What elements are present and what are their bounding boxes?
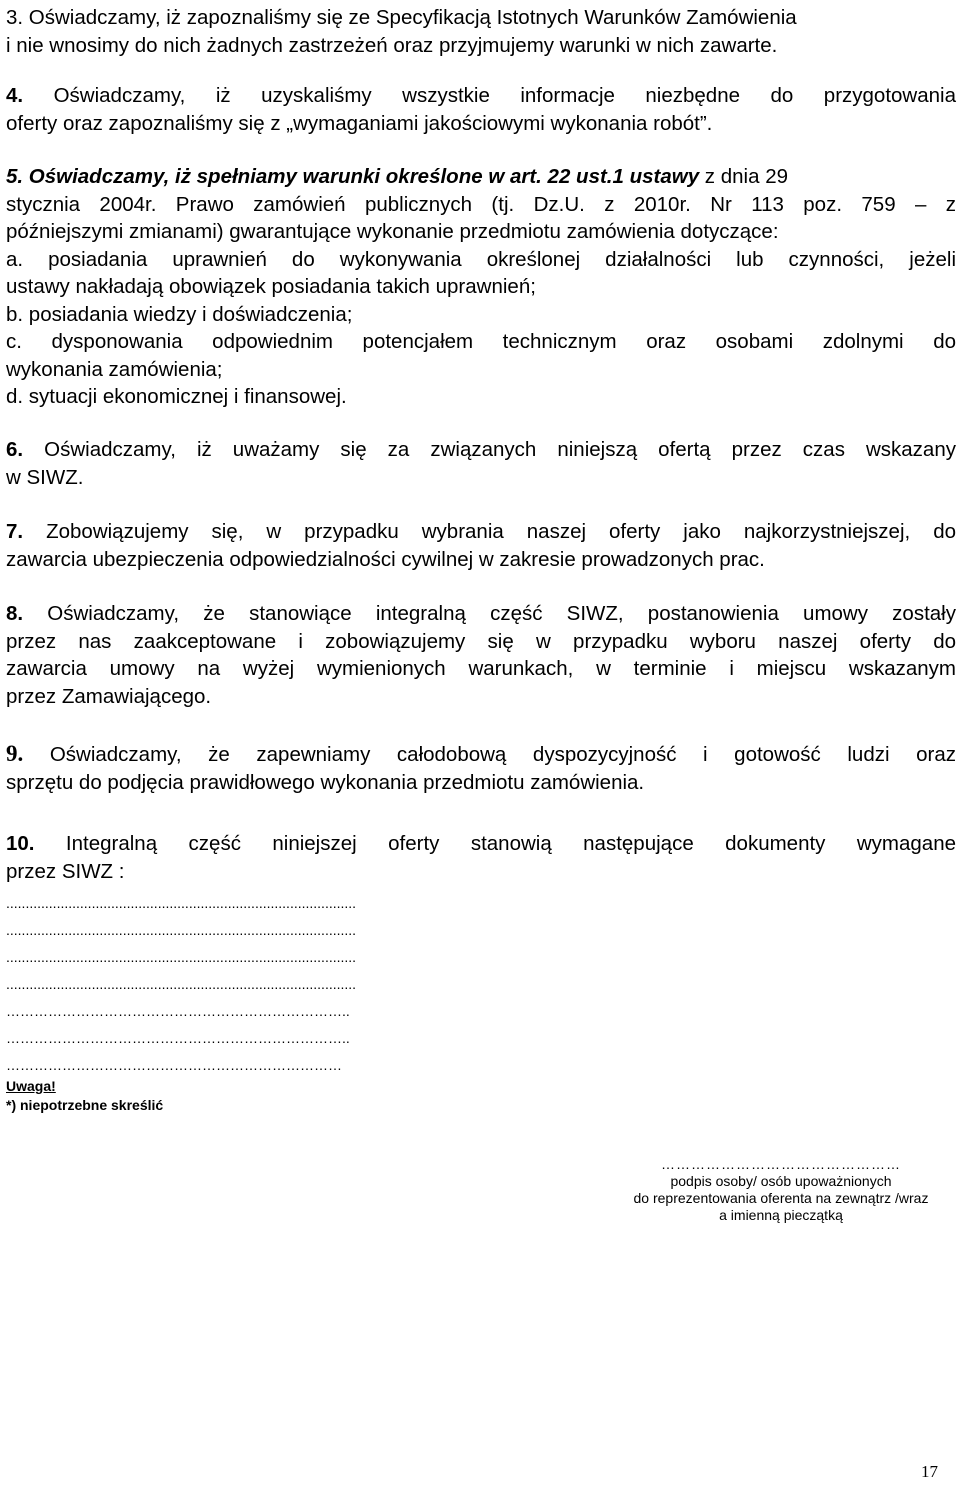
paragraph-8-line-3: zawarcia umowy na wyżej wymienionych warunkach, w terminie i miejscu wskazanym bbox=[6, 657, 956, 680]
paragraph-6-number: 6. bbox=[6, 438, 24, 461]
note-title: Uwaga! bbox=[6, 1078, 56, 1094]
paragraph-5-line-3: późniejszymi zmianami) gwarantujące wykonanie przedmiotu zamówienia dotyczące: bbox=[6, 220, 779, 243]
paragraph-9-line-1 bbox=[6, 740, 956, 769]
paragraph-10-line-1-text: Integralną część niniejszej oferty stanowią następujące dokumenty wymagane bbox=[34, 832, 956, 855]
paragraph-8-line-1-text: Oświadczamy, że stanowiące integralną część SIWZ, postanowienia umowy zostały bbox=[23, 602, 956, 625]
paragraph-4-number: 4. bbox=[6, 84, 24, 107]
signature-dots: ………………………………………… bbox=[661, 1156, 901, 1172]
paragraph-6-line-1-text: Oświadczamy, iż uważamy się za związanych niniejszą ofertą przez czas wskazany bbox=[23, 438, 956, 461]
paragraph-8-line-4: przez Zamawiającego. bbox=[6, 684, 212, 708]
paragraph-4-line-2: oferty oraz zapoznaliśmy się z „wymaganiami jakościowymi wykonania robót”. bbox=[6, 111, 713, 135]
paragraph-4-line-1-text: Oświadczamy, iż uzyskaliśmy wszystkie informacje niezbędne do przygotowania bbox=[23, 84, 956, 107]
dotted-line-3: .......................................................................................... bbox=[6, 949, 357, 965]
paragraph-3 bbox=[6, 4, 956, 59]
paragraph-5-item-a-line-2: ustawy nakładają obowiązek posiadania takich uprawnień; bbox=[6, 275, 536, 298]
dotted-line-2: .......................................................................................... bbox=[6, 922, 357, 938]
paragraph-3-line-1: 3. Oświadczamy, iż zapoznaliśmy się ze Specyfikacją Istotnych Warunków Zamówienia bbox=[6, 6, 797, 29]
paragraph-7-line-1 bbox=[6, 518, 956, 546]
paragraph-5-item-c-line-2: wykonania zamówienia; bbox=[6, 357, 223, 381]
paragraph-5-item-d: d. sytuacji ekonomicznej i finansowej. bbox=[6, 385, 347, 408]
signature-block bbox=[606, 1156, 956, 1224]
paragraph-9-number: 9. bbox=[6, 741, 24, 766]
note-text: *) niepotrzebne skreślić bbox=[6, 1097, 164, 1113]
dotted-line-4: .......................................................................................... bbox=[6, 976, 357, 992]
paragraph-5-line-1 bbox=[6, 163, 956, 191]
dotted-line-6: ……………………………………………………………….. bbox=[6, 1030, 350, 1046]
paragraph-8-line-1 bbox=[6, 600, 956, 628]
paragraph-4 bbox=[6, 82, 956, 137]
paragraph-10 bbox=[6, 830, 956, 885]
paragraph-5-item-c-line-1: c. dysponowania odpowiednim potencjałem technicznym oraz osobami zdolnymi do bbox=[6, 330, 956, 353]
paragraph-6-line-2: w SIWZ. bbox=[6, 465, 84, 489]
paragraph-7-line-2: zawarcia ubezpieczenia odpowiedzialności cywilnej w zakresie prowadzonych prac. bbox=[6, 547, 765, 571]
paragraph-10-line-2: przez SIWZ : bbox=[6, 859, 125, 883]
signature-line-2: do reprezentowania oferenta na zewnątrz /wraz bbox=[633, 1190, 929, 1206]
page-number: 17 bbox=[921, 1462, 938, 1481]
paragraph-6-line-1 bbox=[6, 436, 956, 464]
dotted-line-7: ……………………………………………………………… bbox=[6, 1057, 342, 1073]
paragraph-7-line-1-text: Zobowiązujemy się, w przypadku wybrania naszej oferty jako najkorzystniejszej, do bbox=[23, 520, 956, 543]
paragraph-5-line-2: stycznia 2004r. Prawo zamówień publicznych (tj. Dz.U. z 2010r. Nr 113 poz. 759 – z bbox=[6, 192, 956, 216]
paragraph-4-line-1 bbox=[6, 82, 956, 110]
dotted-line-5: ……………………………………………………………….. bbox=[6, 1003, 350, 1019]
paragraph-7 bbox=[6, 518, 956, 573]
paragraph-5-bold-statement: 5. Oświadczamy, iż spełniamy warunki określone w art. 22 ust.1 ustawy bbox=[6, 165, 700, 188]
paragraph-5-item-b: b. posiadania wiedzy i doświadczenia; bbox=[6, 302, 353, 326]
paragraph-9 bbox=[6, 740, 956, 796]
paragraph-8-line-2: przez nas zaakceptowane i zobowiązujemy się w przypadku wyboru naszej oferty do bbox=[6, 629, 956, 653]
signature-line-1: podpis osoby/ osób upoważnionych bbox=[670, 1173, 892, 1189]
paragraph-10-line-1 bbox=[6, 830, 956, 858]
paragraph-6 bbox=[6, 436, 956, 491]
paragraph-10-number: 10. bbox=[6, 832, 35, 855]
dotted-line-1: .......................................................................................... bbox=[6, 895, 357, 911]
paragraph-9-line-1-text: Oświadczamy, że zapewniamy całodobową dyspozycyjność i gotowość ludzi oraz bbox=[23, 743, 956, 766]
paragraph-8-number: 8. bbox=[6, 602, 24, 625]
paragraph-8 bbox=[6, 600, 956, 710]
paragraph-7-number: 7. bbox=[6, 520, 24, 543]
paragraph-3-line-2: i nie wnosimy do nich żadnych zastrzeżeń oraz przyjmujemy warunki w nich zawarte. bbox=[6, 33, 778, 57]
paragraph-5-item-a-line-1: a. posiadania uprawnień do wykonywania określonej działalności lub czynności, jeżeli bbox=[6, 247, 956, 271]
signature-line-3: a imienną pieczątką bbox=[719, 1207, 843, 1223]
paragraph-5 bbox=[6, 163, 956, 411]
paragraph-5-line-1-rest: z dnia 29 bbox=[699, 165, 789, 188]
paragraph-9-line-2: sprzętu do podjęcia prawidłowego wykonania przedmiotu zamówienia. bbox=[6, 770, 645, 794]
